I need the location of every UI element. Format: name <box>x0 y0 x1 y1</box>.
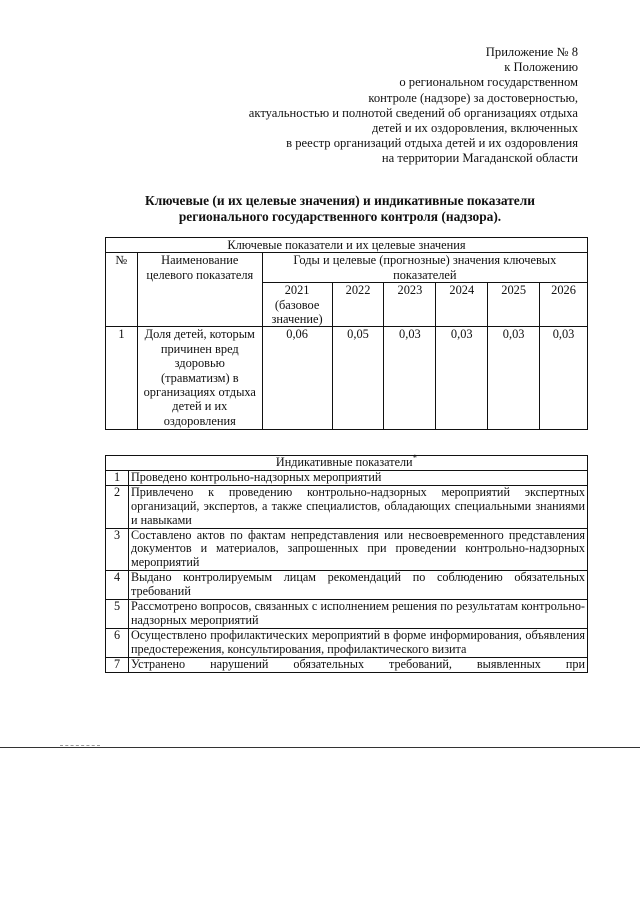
year-header: 2022 <box>332 283 384 327</box>
table-row <box>106 327 588 430</box>
table-row <box>106 600 588 629</box>
scan-mark <box>60 745 100 746</box>
header-line: о региональном государственном <box>399 75 578 90</box>
row-number: 2 <box>106 485 129 528</box>
row-number: 5 <box>106 600 129 629</box>
year-note: (базовое значение) <box>271 297 323 327</box>
indicator-text: Рассмотрено вопросов, связанных с исполнением решения по результатам контрольно-надзорных мероприятий <box>129 600 588 629</box>
year-header: 2024 <box>436 283 488 327</box>
indicator-text: Устранено нарушений обязательных требований, выявленных при <box>131 657 585 671</box>
col-header-name: Наименование целевого показателя <box>137 253 262 327</box>
indicator-name: Доля детей, которым причинен вред здоровью (травматизм) в организациях отдыха детей и их оздоровления <box>137 327 262 430</box>
document-title <box>60 193 620 225</box>
footnote-mark: * <box>412 452 418 463</box>
page-cut-line <box>0 747 640 748</box>
year-header: 2025 <box>488 283 540 327</box>
indicator-value: 0,03 <box>436 327 488 430</box>
header-line: к Положению <box>504 60 578 75</box>
indicative-table-caption <box>106 452 588 471</box>
header-line: контроле (надзоре) за достоверностью, <box>368 90 578 105</box>
table-row <box>106 628 588 657</box>
indicator-text: Осуществлено профилактических мероприятий в форме информирования, объявления предостережения, консультирования, профилактического визита <box>129 628 588 657</box>
year-label: 2021 <box>284 283 310 298</box>
table-row <box>106 485 588 528</box>
indicator-text: Проведено контрольно-надзорных мероприятий <box>129 470 588 485</box>
table-caption-row <box>106 238 588 253</box>
col-header-years: Годы и целевые (прогнозные) значения ключевых показателей <box>262 253 587 283</box>
key-indicators-table <box>105 237 588 430</box>
indicator-value: 0,03 <box>540 327 588 430</box>
indicator-value: 0,06 <box>262 327 332 430</box>
year-header <box>262 283 332 327</box>
indicator-text: Выдано контролируемым лицам рекомендаций по соблюдению обязательных требований <box>129 571 588 600</box>
key-table-caption: Ключевые показатели и их целевые значения <box>106 238 588 253</box>
title-line-2: регионального государственного контроля (надзора). <box>178 209 502 224</box>
indicator-value: 0,03 <box>384 327 436 430</box>
row-number: 3 <box>106 528 129 571</box>
indicator-text: Составлено актов по фактам непредставления или несвоевременного представления документов и материалов, запрошенных при проведении контрольно-надзорных мероприятий <box>129 528 588 571</box>
table-row <box>106 528 588 571</box>
year-header: 2026 <box>540 283 588 327</box>
header-line: в реестр организаций отдыха детей и их оздоровления <box>286 136 578 151</box>
indicative-indicators-table <box>105 452 588 673</box>
header-line: на территории Магаданской области <box>381 151 578 166</box>
header-line: актуальностью и полнотой сведений об организациях отдыха <box>248 105 578 120</box>
row-number: 6 <box>106 628 129 657</box>
table-header-row <box>106 253 588 283</box>
title-line-1: Ключевые (и их целевые значения) и индикативные показатели <box>145 193 535 208</box>
row-number: 1 <box>106 327 138 430</box>
header-line: Приложение № 8 <box>485 45 578 59</box>
table-caption-row <box>106 456 588 471</box>
col-header-number: № <box>106 253 138 327</box>
row-number: 7 <box>106 657 129 672</box>
table-row <box>106 470 588 485</box>
year-header: 2023 <box>384 283 436 327</box>
row-number: 4 <box>106 571 129 600</box>
appendix-header <box>160 45 578 167</box>
indicator-value: 0,03 <box>488 327 540 430</box>
table-row <box>106 571 588 600</box>
indicator-text: Привлечено к проведению контрольно-надзорных мероприятий экспертных организаций, экспертов, а также специалистов, обладающих специальными знаниями и навыками <box>129 485 588 528</box>
table-row <box>106 657 588 672</box>
row-number: 1 <box>106 470 129 485</box>
caption-text: Индикативные показатели <box>275 455 413 469</box>
indicator-text-cell <box>129 657 588 672</box>
header-line: детей и их оздоровления, включенных <box>371 121 578 136</box>
indicator-value: 0,05 <box>332 327 384 430</box>
